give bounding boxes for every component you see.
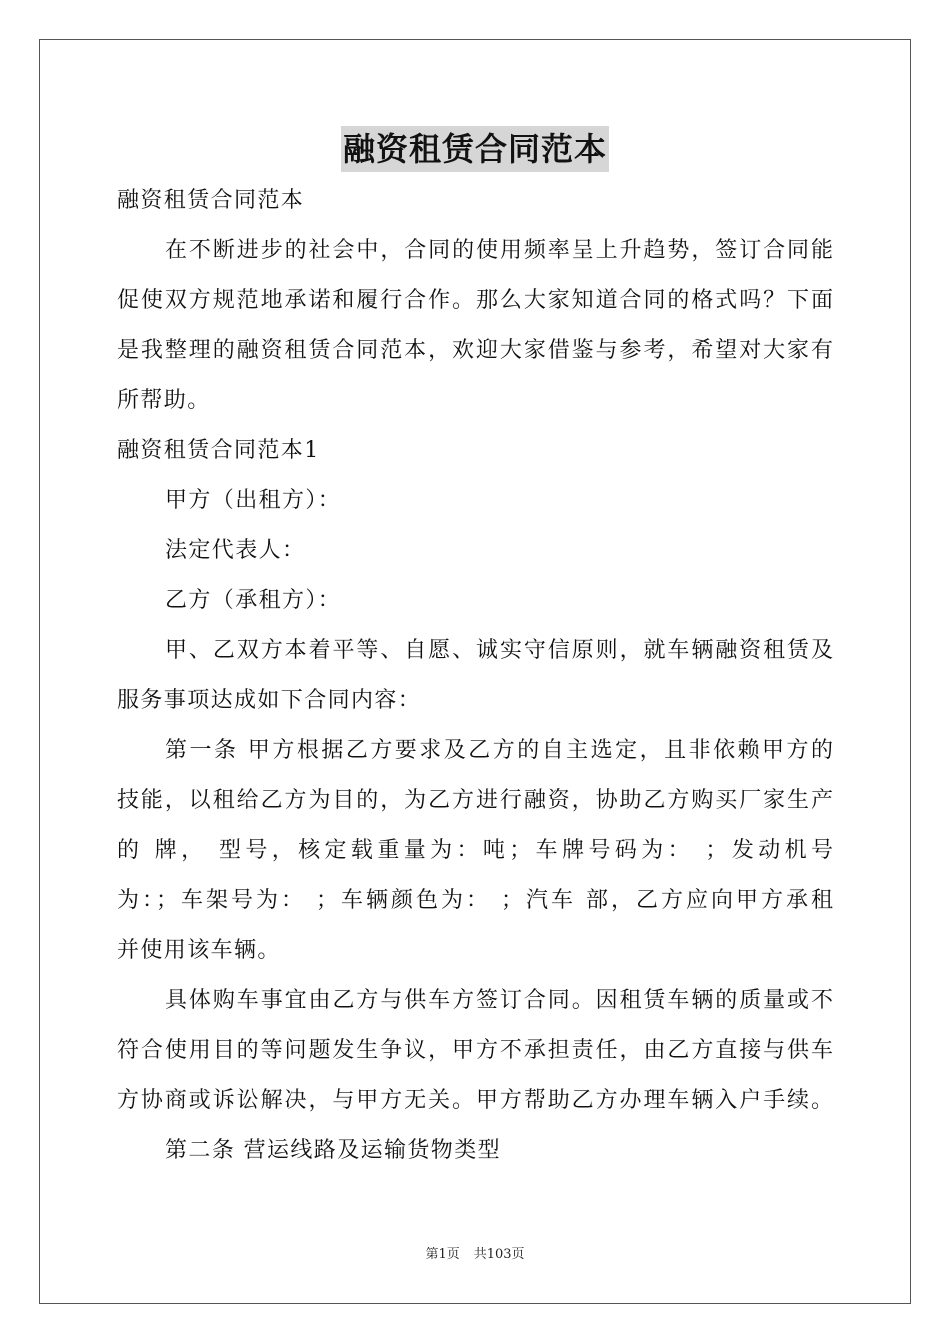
body-line: 是我整理的融资租赁合同范本，欢迎大家借鉴与参考，希望对大家有 (117, 338, 833, 363)
body-line: 具体购车事宜由乙方与供车方签订合同。因租赁车辆的质量或不 (165, 988, 833, 1013)
body-line: 为：；车架号为： ；车辆颜色为： ；汽车 部，乙方应向甲方承租 (117, 888, 833, 913)
page-total: 共103页 (473, 1247, 525, 1262)
body-line: 乙方（承租方）： (165, 588, 342, 613)
body-line: 方协商或诉讼解决，与甲方无关。甲方帮助乙方办理车辆入户手续。 (117, 1088, 833, 1113)
body-line: 的 牌， 型号，核定载重量为：吨；车牌号码为： ；发动机号 (117, 838, 833, 863)
body-line: 促使双方规范地承诺和履行合作。那么大家知道合同的格式吗？下面 (117, 288, 833, 313)
body-line: 第二条 营运线路及运输货物类型 (165, 1138, 501, 1163)
body-line: 技能，以租给乙方为目的，为乙方进行融资，协助乙方购买厂家生产 (117, 788, 833, 813)
body-line: 甲、乙双方本着平等、自愿、诚实守信原则，就车辆融资租赁及 (165, 638, 833, 663)
body-line: 符合使用目的等问题发生争议，甲方不承担责任，由乙方直接与供车 (117, 1038, 833, 1063)
body-line: 融资租赁合同范本1 (117, 438, 320, 463)
document-title: 融资租赁合同范本 (341, 126, 609, 172)
page-number: 第1页 (425, 1247, 460, 1262)
title-container (0, 126, 950, 172)
body-line: 在不断进步的社会中，合同的使用频率呈上升趋势，签订合同能 (165, 238, 833, 263)
document-body (117, 176, 833, 1176)
body-line: 所帮助。 (117, 388, 211, 413)
body-line: 第一条 甲方根据乙方要求及乙方的自主选定，且非依赖甲方的 (165, 738, 833, 763)
body-line: 并使用该车辆。 (117, 938, 281, 963)
body-line: 融资租赁合同范本 (117, 188, 305, 213)
body-line: 法定代表人： (165, 538, 306, 563)
body-line: 甲方（出租方）： (165, 488, 342, 513)
page-footer (0, 1246, 950, 1264)
body-line: 服务事项达成如下合同内容： (117, 688, 422, 713)
